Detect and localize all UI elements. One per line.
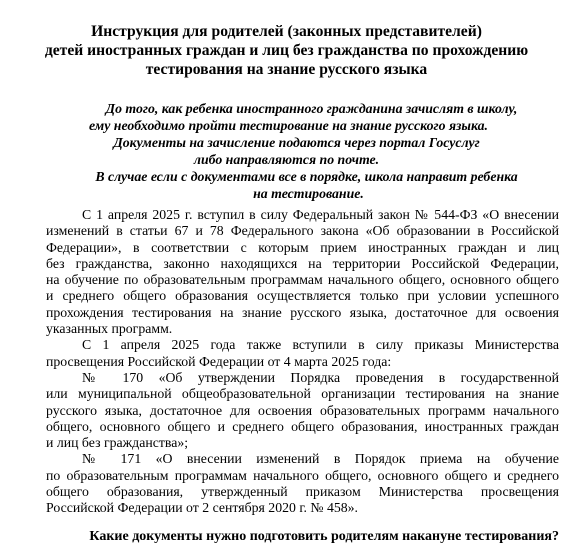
intro-line: либо направляются по почте. bbox=[193, 152, 380, 167]
body-line: просвещения Российской Федерации от 4 марта 2025 года: bbox=[46, 353, 392, 369]
body-line: и лиц без гражданства»; bbox=[46, 435, 189, 451]
body-line: прохождения тестирования на знание русского языка, достаточное для освоения bbox=[46, 304, 559, 320]
body-line: С 1 апреля 2025 г. вступил в силу Федеральный закон № 544-ФЗ «О внесении bbox=[82, 207, 559, 222]
intro-line: ему необходимо пройти тестирование на знание русского языка. bbox=[89, 118, 488, 133]
body-line: изменений в статьи 67 и 78 Федерального закона «Об образовании в Российской bbox=[46, 223, 559, 239]
body-line: Федерации», в соответствии с которым прием иностранных граждан и лиц bbox=[46, 239, 559, 255]
body-line: без гражданства, законно находящихся на территории Российской Федерации, bbox=[46, 255, 559, 271]
body-line: указанных программ. bbox=[46, 321, 173, 337]
body-line: и среднего общего образования осуществляется только при условии успешного bbox=[46, 288, 559, 304]
title-line-2: детей иностранных граждан и лиц без гражданства по прохождению bbox=[44, 42, 529, 59]
body-line: Российской Федерации от 2 сентября 2020 г. № 458». bbox=[46, 500, 358, 516]
document-body bbox=[46, 207, 559, 517]
intro-line: Документы на зачисление подаются через портал Госуслуг bbox=[113, 135, 480, 150]
body-line: русского языка, достаточное для освоения образовательных программ начального bbox=[46, 402, 559, 418]
body-line: общего образования, утвержденный приказом Министерства просвещения bbox=[46, 484, 559, 500]
title-line-3: тестирования на знание русского языка bbox=[145, 61, 428, 78]
intro-line: на тестирование. bbox=[253, 186, 364, 201]
body-line: С 1 апреля 2025 года также вступили в силу приказы Министерства bbox=[82, 337, 559, 353]
intro-notice bbox=[0, 100, 573, 202]
document-title bbox=[0, 22, 573, 79]
intro-line: До того, как ребенка иностранного гражданина зачислят в школу, bbox=[105, 101, 518, 116]
body-line: по образовательным программам начального общего, основного общего и среднего bbox=[46, 467, 559, 483]
body-line: на обучение по образовательным программам начального общего, основного общего bbox=[46, 272, 559, 288]
body-line: или муниципальной общеобразовательной организации тестирования на знание bbox=[46, 386, 559, 402]
body-line: общего, основного общего и среднего общего образования, иностранных граждан bbox=[46, 418, 559, 434]
intro-line: В случае если с документами все в порядке, школа направит ребенка bbox=[95, 169, 518, 184]
body-line: № 170 «Об утверждении Порядка проведения в государственной bbox=[82, 369, 559, 385]
title-line-1: Инструкция для родителей (законных представителей) bbox=[91, 23, 482, 40]
section-heading: Какие документы нужно подготовить родителям накануне тестирования? bbox=[89, 529, 559, 544]
body-line: № 171 «О внесении изменений в Порядок приема на обучение bbox=[82, 451, 559, 467]
